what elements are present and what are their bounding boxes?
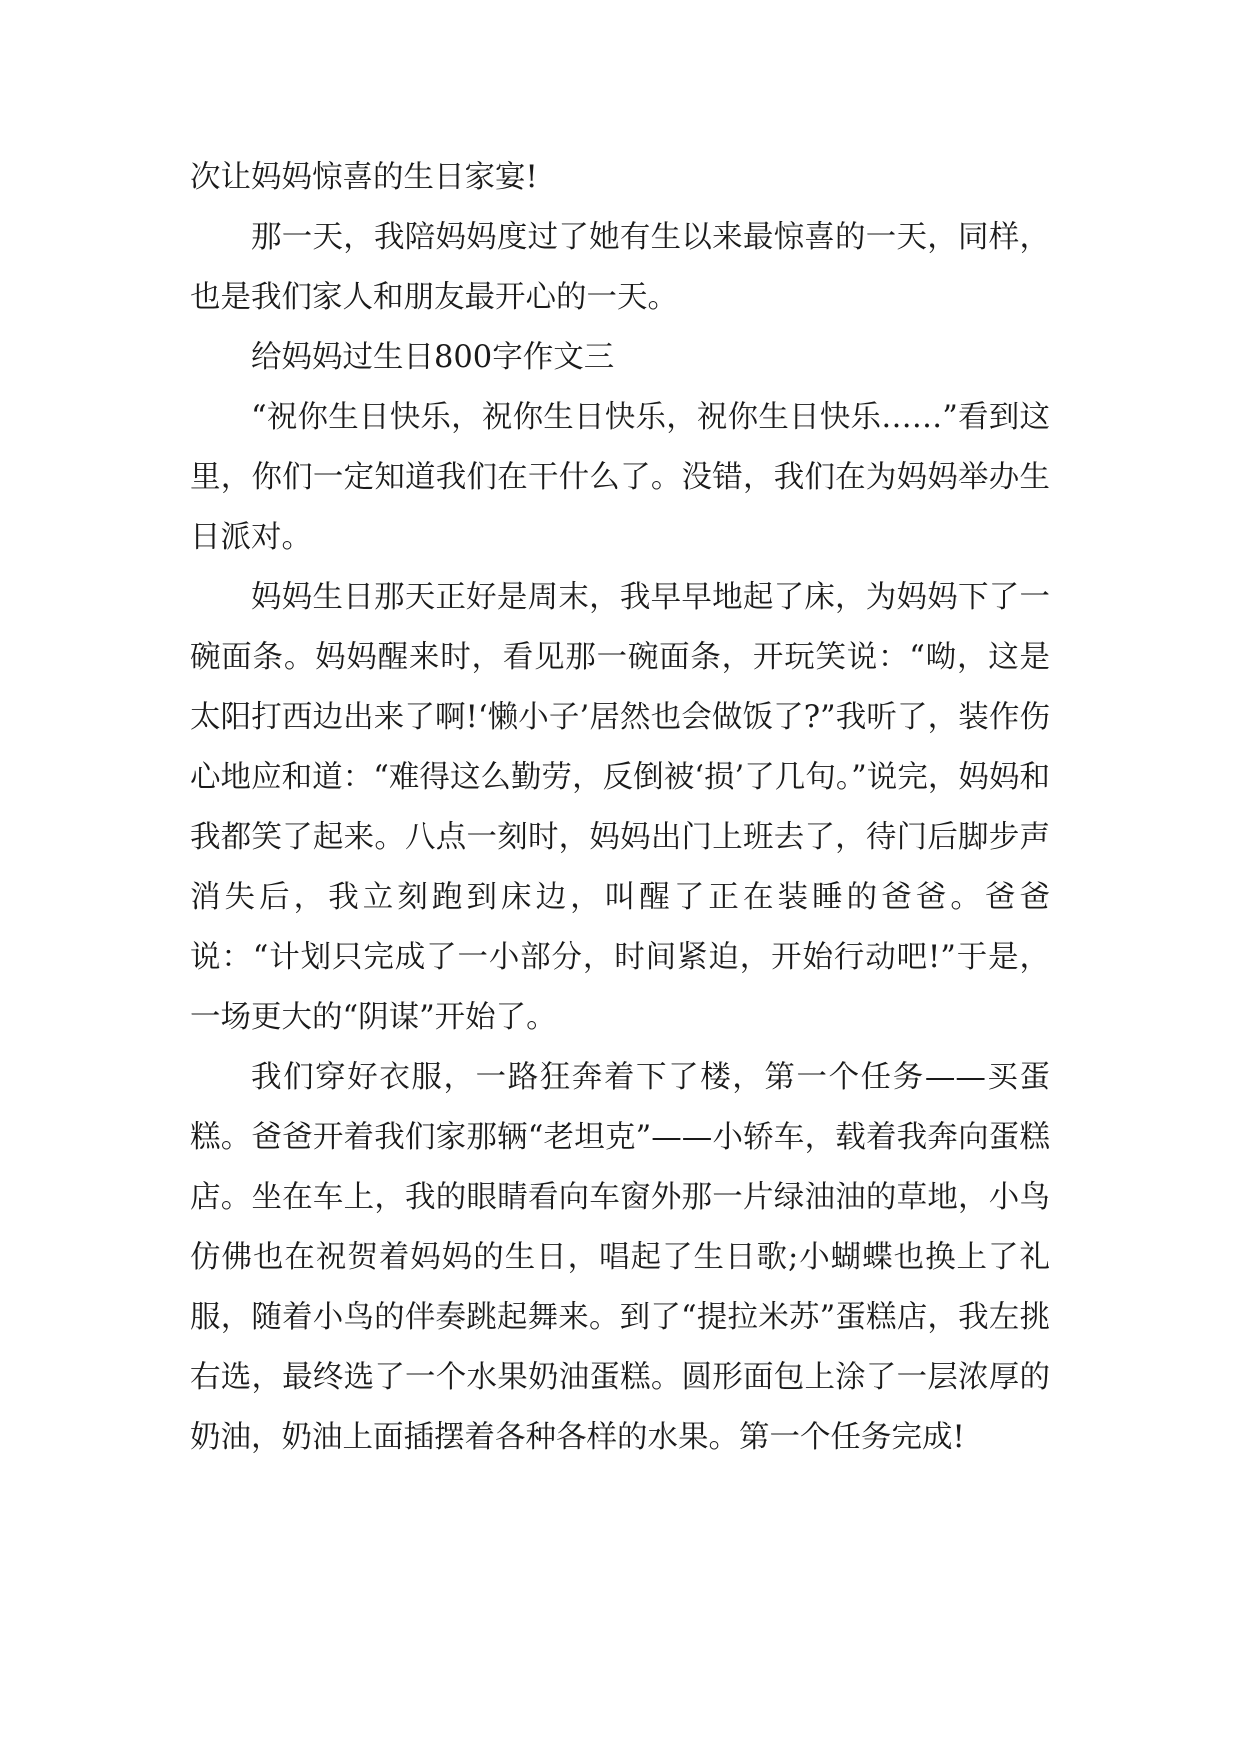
essay-section-title: 给妈妈过生日800字作文三 bbox=[251, 340, 615, 375]
paragraph-continuation: 次让妈妈惊喜的生日家宴! bbox=[190, 160, 538, 195]
paragraph: “祝你生日快乐，祝你生日快乐，祝你生日快乐……”看到这里，你们一定知道我们在干什么了。没错，我们在为妈妈举办生日派对。 bbox=[190, 400, 1050, 555]
document-body bbox=[190, 148, 1050, 1468]
paragraph: 那一天，我陪妈妈度过了她有生以来最惊喜的一天，同样，也是我们家人和朋友最开心的一天。 bbox=[190, 220, 1050, 315]
paragraph: 妈妈生日那天正好是周末，我早早地起了床，为妈妈下了一碗面条。妈妈醒来时，看见那一碗面条，开玩笑说：“呦，这是太阳打西边出来了啊!‘懒小子’居然也会做饭了?”我听了，装作伤心地应和道：“难得这么勤劳，反倒被‘损’了几句。”说完，妈妈和我都笑了起来。八点一刻时，妈妈出门上班去了，待门后脚步声消失后，我立刻跑到床边，叫醒了正在装睡的爸爸。爸爸说：“计划只完成了一小部分，时间紧迫，开始行动吧!”于是，一场更大的“阴谋”开始了。 bbox=[190, 580, 1050, 1035]
paragraph: 我们穿好衣服，一路狂奔着下了楼，第一个任务——买蛋糕。爸爸开着我们家那辆“老坦克”——小轿车，载着我奔向蛋糕店。坐在车上，我的眼睛看向车窗外那一片绿油油的草地，小鸟仿佛也在祝贺着妈妈的生日，唱起了生日歌;小蝴蝶也换上了礼服，随着小鸟的伴奏跳起舞来。到了“提拉米苏”蛋糕店，我左挑右选，最终选了一个水果奶油蛋糕。圆形面包上涂了一层浓厚的奶油，奶油上面插摆着各种各样的水果。第一个任务完成! bbox=[190, 1060, 1050, 1455]
